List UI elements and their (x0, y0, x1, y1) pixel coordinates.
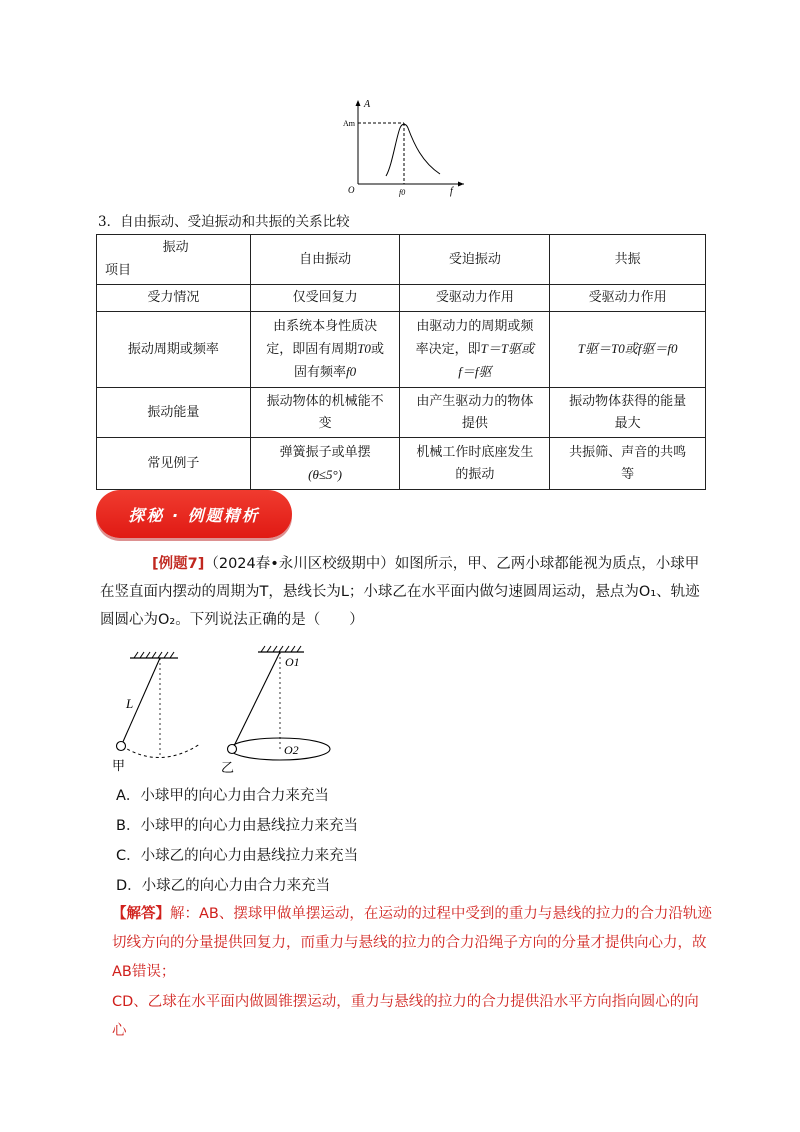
column-header: 共振 (550, 235, 706, 285)
table-row (97, 312, 706, 388)
column-header: 受迫振动 (400, 235, 550, 285)
x-axis-label: f (450, 186, 453, 197)
y-axis-arrow (356, 100, 361, 106)
table-cell: 共振筛、声音的共鸣等 (550, 438, 706, 490)
row-label: 振动能量 (97, 388, 251, 438)
label-yi: 乙 (221, 761, 235, 774)
table-cell: 受驱动力作用 (400, 285, 550, 312)
forced-period-equation: T＝T驱或f＝f驱 (458, 340, 535, 379)
answer-text-1: 解：AB、摆球甲做单摆运动，在运动的过程中受到的重力与悬线的拉力的合力沿轨迹切线方向的分量提供回复力，而重力与悬线的拉力的合力沿绳子方向的分量才提供向心力，故AB错误； (112, 906, 712, 980)
table-cell: 振动物体获得的能量最大 (550, 388, 706, 438)
label-jia: 甲 (112, 759, 126, 774)
row-label: 常见例子 (97, 438, 251, 490)
am-label: Am (343, 119, 355, 128)
ceiling-hatch-yi (261, 646, 301, 652)
table-cell (400, 312, 550, 388)
label-l: L (126, 696, 134, 711)
answer-paragraph-2: CD、乙球在水平面内做圆锥摆运动，重力与悬线的拉力的合力提供沿水平方向指向圆心的向心 (112, 994, 699, 1039)
table-cell: 振动物体的机械能不变 (250, 388, 400, 438)
answer-tag: 【解答】 (112, 906, 170, 922)
ball-jia (117, 742, 126, 751)
option-c: C．小球乙的向心力由悬线拉力来充当 (116, 848, 359, 864)
table-cell: 由产生驱动力的物体提供 (400, 388, 550, 438)
pendulum-figure (108, 638, 428, 774)
forced-period-text: 由驱动力的周期或频率决定，即 (415, 318, 534, 357)
table-row (97, 285, 706, 312)
free-period-f0: f0 (346, 363, 357, 379)
example-text: 弹簧振子或单摆 (279, 444, 371, 460)
corner-cell (97, 235, 251, 285)
string-yi (233, 652, 280, 748)
option-b: B．小球甲的向心力由悬线拉力来充当 (116, 818, 358, 834)
y-axis-label: A (364, 99, 371, 110)
free-period-text-a: 由系统本身性质决定，即固有周期 (266, 318, 378, 357)
comparison-table (96, 234, 706, 490)
ball-yi (228, 745, 237, 754)
table-cell: 仅受回复力 (250, 285, 400, 312)
corner-bottom-label: 项目 (105, 263, 132, 278)
free-period-text-b: 或固有频率 (294, 341, 384, 380)
swing-arc (122, 744, 200, 758)
table-row (97, 388, 706, 438)
table-cell (250, 312, 400, 388)
resonance-curve (386, 124, 440, 176)
question-paragraph (100, 550, 712, 634)
table-cell: 受驱动力作用 (550, 285, 706, 312)
option-d: D．小球乙的向心力由合力来充当 (116, 878, 331, 894)
section-heading: 3．自由振动、受迫振动和共振的关系比较 (98, 214, 350, 230)
table-cell: 机械工作时底座发生的振动 (400, 438, 550, 490)
row-label: 受力情况 (97, 285, 251, 312)
table-header-row (97, 235, 706, 285)
label-o1: O1 (285, 655, 300, 669)
question-tag: [例题7] (152, 556, 205, 572)
answer-paragraph-1 (112, 900, 712, 987)
ceiling-hatch-jia (134, 652, 174, 658)
corner-top-label: 振动 (162, 240, 189, 255)
example-condition: (θ≤5°) (308, 466, 343, 482)
question-source: （2024春•永川区校级期中） (204, 556, 395, 572)
question-text: 如图所示，甲、乙两小球都能视为质点，小球甲在竖直面内摆动的周期为T，悬线长为L；小球乙在水平面内做匀速圆周运动，悬点为O₁、轨迹圆圆心为O₂。下列说法正确的是（ ） (100, 556, 700, 628)
option-a: A．小球甲的向心力由合力来充当 (116, 788, 329, 804)
resonance-equation: T驱＝T0或f驱＝f0 (577, 341, 678, 356)
free-period-t0: T0 (357, 340, 371, 356)
table-cell (550, 312, 706, 388)
section-banner: 探秘 · 例题精析 (96, 490, 292, 538)
origin-label: O (348, 185, 355, 195)
label-o2: O2 (284, 743, 299, 757)
table-cell (250, 438, 400, 490)
f0-label: f0 (399, 188, 406, 197)
x-axis-arrow (458, 182, 464, 187)
resonance-curve-graph (340, 96, 470, 200)
column-header: 自由振动 (250, 235, 400, 285)
row-label: 振动周期或频率 (97, 312, 251, 388)
table-row (97, 438, 706, 490)
